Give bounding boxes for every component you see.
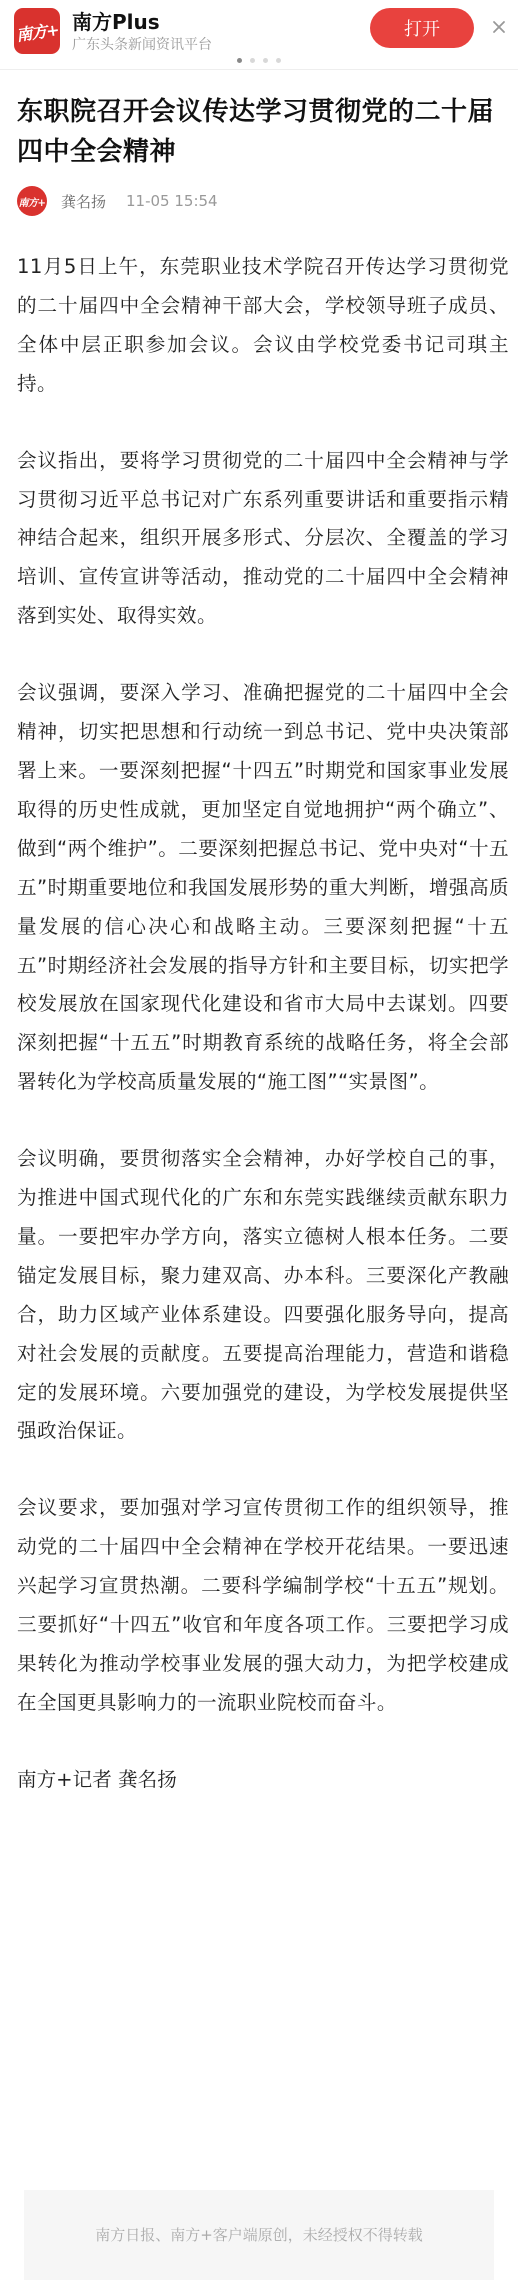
app-logo-text: 南方+ <box>14 19 60 45</box>
article-paragraph: 会议强调，要深入学习、准确把握党的二十届四中全会精神，切实把思想和行动统一到总书记、党中央决策部署上来。一要深刻把握“十四五”时期党和国家事业发展取得的历史性成就，更加坚定自觉地拥护“两个确立”、做到“两个维护”。二要深刻把握总书记、党中央对“十五五”时期重要地位和我国发展形势的重大判断，增强高质量发展的信心决心和战略主动。三要深刻把握“十五五”时期经济社会发展的指导方针和主要目标，切实把学校发展放在国家现代化建设和省市大局中去谋划。四要深刻把握“十五五”时期教育系统的战略任务，将全会部署转化为学校高质量发展的“施工图”“实景图”。 <box>17 681 509 1094</box>
app-logo[interactable] <box>14 8 60 54</box>
article-title: 东职院召开会议传达学习贯彻党的二十届四中全会精神 <box>17 97 495 167</box>
copyright-notice <box>24 2190 494 2280</box>
author-name[interactable]: 龚名扬 <box>61 192 107 211</box>
app-name: 南方Plus <box>72 10 160 34</box>
carousel-dot <box>276 58 281 63</box>
publish-time: 11-05 15:54 <box>126 192 218 210</box>
carousel-dot <box>250 58 255 63</box>
article-paragraph: 会议要求，要加强对学习宣传贯彻工作的组织领导，推动党的二十届四中全会精神在学校开花结果。一要迅速兴起学习宣贯热潮。二要科学编制学校“十五五”规划。三要抓好“十四五”收官和年度各项工作。三要把学习成果转化为推动学校事业发展的强大动力，为把学校建成在全国更具影响力的一流职业院校而奋斗。 <box>17 1496 509 1714</box>
article-paragraph: 会议明确，要贯彻落实全会精神，办好学校自己的事，为推进中国式现代化的广东和东莞实践继续贡献东职力量。一要把牢办学方向，落实立德树人根本任务。二要锚定发展目标，聚力建双高、办本科。三要深化产教融合，助力区域产业体系建设。四要强化服务导向，提高对社会发展的贡献度。五要提高治理能力，营造和谐稳定的发展环境。六要加强党的建设，为学校发展提供坚强政治保证。 <box>17 1147 509 1443</box>
carousel-dot <box>263 58 268 63</box>
open-app-button[interactable]: 打开 <box>370 8 474 48</box>
article-byline: 南方+记者 龚名扬 <box>17 1767 177 1791</box>
copyright-text: 南方日报、南方+客户端原创，未经授权不得转载 <box>95 2226 423 2244</box>
app-download-banner <box>0 0 518 70</box>
article-meta <box>17 186 218 216</box>
carousel-dot <box>237 58 242 63</box>
article-body <box>17 248 509 1799</box>
article-paragraph: 会议指出，要将学习贯彻党的二十届四中全会精神与学习贯彻习近平总书记对广东系列重要讲话和重要指示精神结合起来，组织开展多形式、分层次、全覆盖的学习培训、宣传宣讲等活动，推动党的二十届四中全会精神落到实处、取得实效。 <box>17 448 509 628</box>
author-avatar[interactable] <box>17 186 47 216</box>
avatar-logo-text: 南方+ <box>18 197 46 209</box>
close-icon[interactable] <box>486 14 512 40</box>
app-subtitle: 广东头条新闻资讯平台 <box>72 37 212 53</box>
carousel-dots <box>0 58 518 64</box>
article-paragraph: 11月5日上午，东莞职业技术学院召开传达学习贯彻党的二十届四中全会精神干部大会，学校领导班子成员、全体中层正职参加会议。会议由学校党委书记司琪主持。 <box>17 255 509 395</box>
